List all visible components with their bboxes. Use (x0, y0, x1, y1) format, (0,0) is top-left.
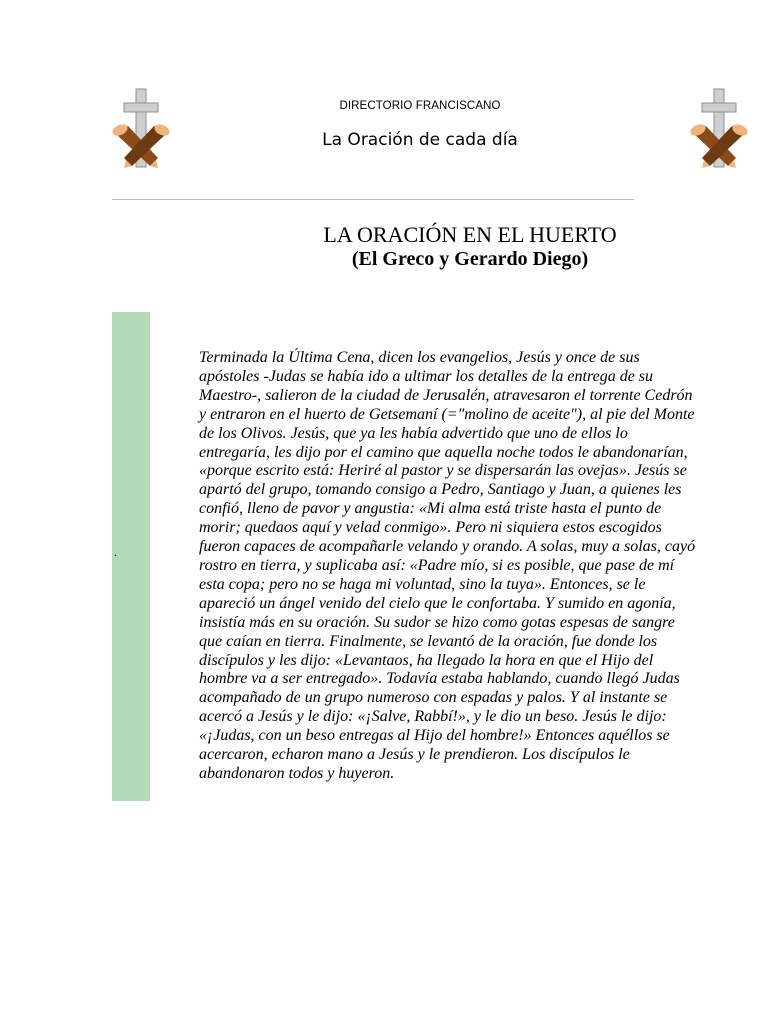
page-header-title: La Oración de cada día (322, 130, 518, 150)
side-accent-bar (112, 312, 150, 801)
franciscan-cross-emblem-icon (110, 86, 172, 170)
header-divider (112, 199, 634, 200)
article-body: Terminada la Última Cena, dicen los evangelios, Jesús y once de sus apóstoles -Judas se había ido a ultimar los detalles de la entrega de su Maestro-, salieron de la ciudad de Jerusalén, atravesaron el torrente Cedrón y entraron en el huerto de Getsemaní (="molino de aceite"), al pie del Monte de los Olivos. Jesús, que ya les había advertido que uno de ellos lo entregaría, les dijo por el camino que aquella noche todos le abandonarían, «porque escrito está: Heriré al pastor y se dispersarán las ovejas». Jesús se apartó del grupo, tomando consigo a Pedro, Santiago y Juan, a quienes les confió, lleno de pavor y angustia: «Mi alma está triste hasta el punto de morir; quedaos aquí y velad conmigo». Pero ni siquiera estos escogidos fueron capaces de acompañarle velando y orando. A solas, muy a solas, cayó rostro en tierra, y suplicaba así: «Padre mío, si es posible, que pase de mí esta copa; pero no se haga mi voluntad, sino la tuya». Entonces, se le apareció un ángel venido del cielo que le confortaba. Y sumido en agonía, insistía más en su oración. Su sudor se hizo como gotas espesas de sangre que caían en tierra. Finalmente, se levantó de la oración, fue donde los discípulos y les dijo: «Levantaos, ha llegado la hora en que el Hijo del hombre va a ser entregado». Todavía estaba hablando, cuando llegó Judas acompañado de un grupo numeroso con espadas y palos. Y al instante se acercó a Jesús y le dijo: «¡Salve, Rabbí!», y le dio un beso. Jesús le dijo: «¡Judas, con un beso entregas al Hijo del hombre!» Entonces aquéllos se acercaron, echaron mano a Jesús y le prendieron. Los discípulos le abandonaron todos y huyeron. (199, 349, 696, 782)
side-marker: . (114, 545, 117, 559)
franciscan-cross-emblem-icon (688, 86, 750, 170)
directory-label: DIRECTORIO FRANCISCANO (339, 100, 501, 112)
article-title: LA ORACIÓN EN EL HUERTO (323, 222, 617, 247)
article-subtitle: (El Greco y Gerardo Diego) (351, 248, 589, 270)
